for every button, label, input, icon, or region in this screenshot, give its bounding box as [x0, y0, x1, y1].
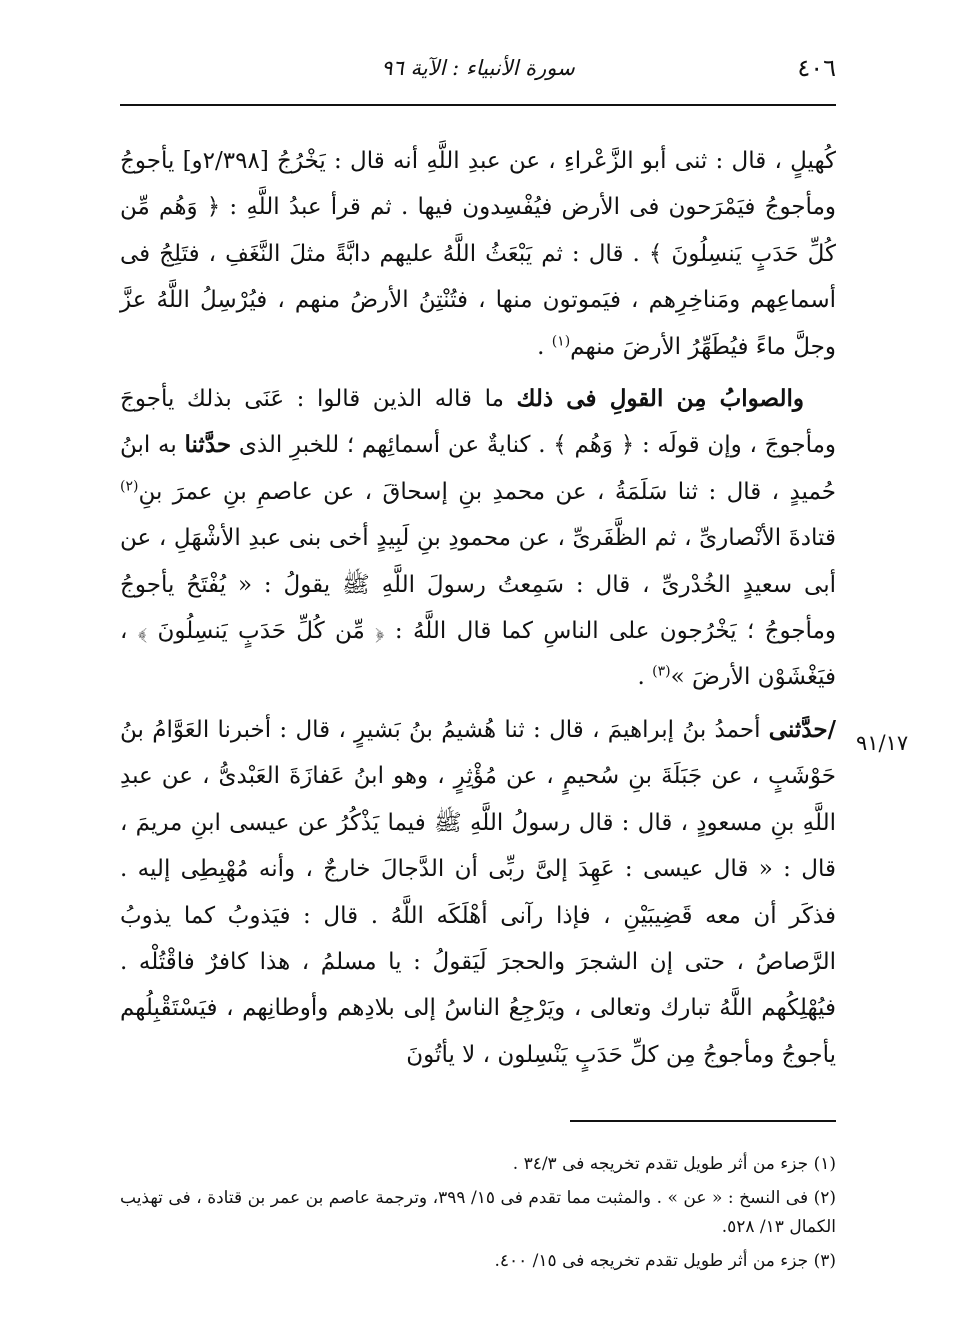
page-number: ٤٠٦ — [797, 54, 836, 82]
running-title: سورة الأنبياء : الآية ٩٦ — [381, 56, 575, 80]
paragraph-2-haddathana: حدَّثنا — [184, 431, 232, 459]
footnote-ref-2[interactable]: (٢) — [120, 478, 139, 495]
paragraph-3-lead: /حدَّثنى — [768, 715, 836, 743]
paragraph-2-text-5: ، فيَغْشَوْن الأرضَ » — [120, 618, 836, 691]
footnote-2: (٢) فى النسخ : « عن » . والمثبت مما تقدم فى ١٥/ ٣٩٩، وترجمة عاصم بن عمر بن قتادة ، فى تهذيب الكمال ١٣/ ٥٢٨. — [120, 1188, 836, 1237]
paragraph-2-end: . — [637, 664, 653, 691]
footnote-ref-1[interactable]: (١) — [551, 332, 571, 349]
quran-quote-2: ﴿ مِّن كُلِّ حَدَبٍ يَنسِلُونَ ﴾ — [137, 618, 385, 645]
paragraph-2-text-4: قتادةَ الأنْصارىِّ ، ثم الظَّفَرىِّ ، عن محمودِ بنِ لَبِيدٍ أخى بنى عبدِ الأشْهَلِ ، عن أبى سعيدٍ الخُدْرىِّ ، قال : سَمِعتُ رسولَ اللَّهِ ﷺ يقولُ : « يُفْتَحُ يأجوجُ ومأجوجُ ؛ يَخْرُجون على الناسِ كما قال اللَّهُ : — [120, 525, 836, 645]
paragraph-3 — [120, 707, 836, 1078]
paragraph-1-end: . — [537, 333, 552, 360]
footnotes — [120, 1150, 836, 1281]
header-rule — [120, 104, 836, 106]
paragraph-2-lead: والصوابُ مِن القولِ فى ذلك — [516, 385, 804, 413]
footnote-rule — [570, 1120, 836, 1122]
paragraph-3-text: أحمدُ بنُ إبراهيمَ ، قال : ثنا هُشيمُ بنُ بَشيرٍ ، قال : أخبرنا العَوَّامُ بنُ حَوْشَبٍ ، عن جَبَلَةَ بنِ سُحيمٍ ، عن مُؤْثِرٍ ، وهو ابنُ عَفازَةَ العَبْدىُّ ، عن عبدِ اللَّهِ بنِ مسعودٍ ، قال : قال رسولُ اللَّهِ ﷺ فيما يَذْكُرُ عن عيسى ابنِ مريمَ ، قال : « قال عيسى : عَهِدَ إلىَّ ربِّى أن الدَّجالَ خارجٌ ، وأنه مُهْبِطِى إليه . فذكَر أن معه قَضِيبَيْنِ ، فإذا رآنى أهْلَكَه اللَّهُ . قال : فيَذوبُ كما يذوبُ الرَّصاصُ ، حتى إن الشجرَ والحجرَ لَيَقولُ : يا مسلمُ ، هذا كافرٌ فاقْتُلْه . فيُهْلِكُهم اللَّهُ تبارك وتعالى ، ويَرْجِعُ الناسُ إلى بلادِهم وأوطانِهم ، فيَسْتَقْبِلُهم يأجوجُ ومأجوجُ مِن كلِّ حَدَبٍ يَنْسِلون ، لا يأتُونَ — [120, 716, 836, 1068]
page-header — [120, 52, 836, 92]
footnote-ref-3[interactable]: (٣) — [652, 663, 671, 680]
paragraph-1-text: كُهيلٍ ، قال : ثنى أبو الزَّعْراءِ ، عن عبدِ اللَّهِ أنه قال : يَخْرُجُ [٢/٣٩٨و] يأجوجُ ومأجوجُ فيَمْرَحون فى الأرض فيُفْسِدون فيها . ثم قرأ عبدُ اللَّهِ : ﴿ وَهُم مِّن كُلِّ حَدَبٍ يَنسِلُونَ ﴾ . قال : ثم يَبْعَثُ اللَّهُ عليهم دابَّةً مثلَ النَّغَفِ ، فتَلِجُ فى أسماعِهم ومَناخِرِهم ، فيَموتون منها ، فتُنْتِنُ الأرضُ منهم ، فيُرْسِلُ اللَّهُ عزَّ وجلَّ ماءً فيُطَهِّرُ الأرضَ منهم — [120, 148, 837, 360]
paragraph-2-text-1: ما قاله الذين قالوا : عَنَى بذلك يأجوجَ ومأجوجَ ، وإن قولَه : — [120, 386, 836, 459]
main-text — [120, 138, 836, 1078]
footnote-1: (١) جزء من أثر طويل تقدم تخريجه فى ٣٤/٣ . — [512, 1154, 836, 1174]
footnote-3: (٣) جزء من أثر طويل تقدم تخريجه فى ١٥/ ٤٠٠. — [494, 1251, 836, 1271]
paragraph-2-text-3: به ابنُ حُميدٍ ، قال : ثنا سَلَمَةُ ، عن محمدِ بنِ إسحاقَ ، عن عاصمِ بنِ عمرَ بنِ — [120, 432, 836, 505]
paragraph-2-text-2: . كنايةٌ عن أسمائِهم ؛ للخبرِ الذى — [231, 432, 554, 459]
paragraph-1 — [120, 138, 836, 370]
paragraph-2 — [120, 376, 836, 701]
margin-reference: ٩١/١٧ — [856, 731, 909, 755]
quran-quote-1: ﴿ وَهُم ﴾ — [553, 432, 635, 459]
